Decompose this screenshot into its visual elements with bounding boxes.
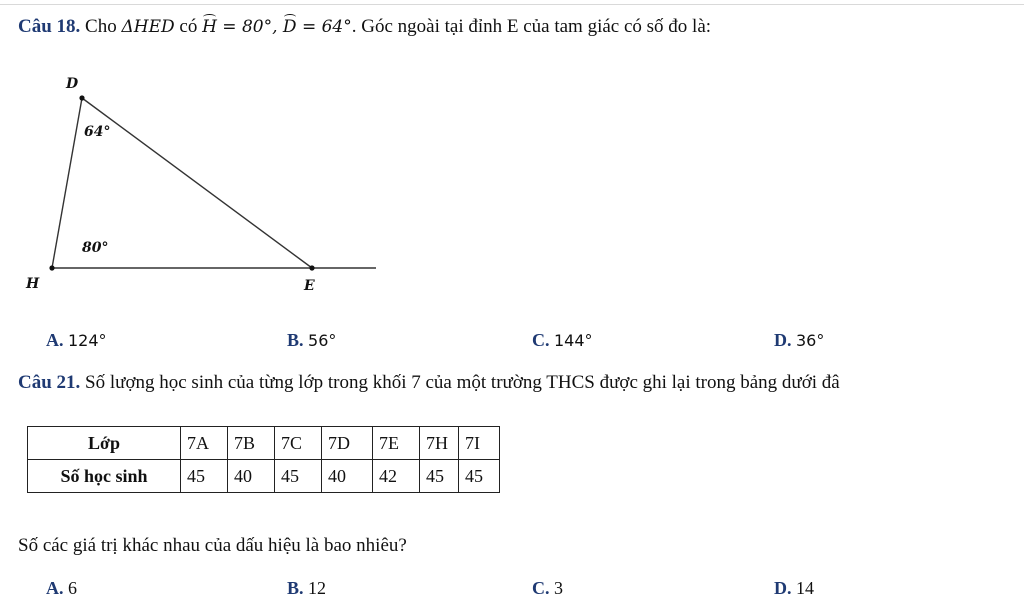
option-value: 124° [68, 331, 107, 350]
option-letter: B. [287, 330, 304, 350]
table-cell: 7E [373, 427, 420, 460]
option-value: 3 [554, 578, 563, 598]
table-cell: 7A [181, 427, 228, 460]
question-21-text: Số lượng học sinh của từng lớp trong khối 7 của một trường THCS được ghi lại trong bảng dưới đâ [80, 372, 840, 393]
triangle-figure [0, 0, 420, 310]
table-cell: 40 [322, 460, 373, 493]
q18-option-c[interactable] [532, 330, 593, 351]
label-d: D [66, 76, 79, 92]
side-dh [52, 98, 82, 268]
table-cell: 7B [228, 427, 275, 460]
q18-option-a[interactable] [46, 330, 107, 351]
option-letter: D. [774, 330, 792, 350]
table-cell: 7C [275, 427, 322, 460]
angle-h-value: = 80°, [216, 17, 283, 37]
q21-option-d[interactable] [774, 578, 814, 599]
q18-option-b[interactable] [287, 330, 336, 351]
option-letter: A. [46, 578, 64, 598]
option-letter: C. [532, 578, 550, 598]
option-value: 14 [796, 578, 814, 598]
angle-h-label: 80° [82, 240, 109, 256]
table-cell: 45 [459, 460, 500, 493]
table-header-class: Lớp [28, 427, 181, 460]
question-21-prompt: Số các giá trị khác nhau của dấu hiệu là bao nhiêu? [18, 535, 407, 556]
table-cell: 45 [181, 460, 228, 493]
question-18-text-b: có [174, 16, 203, 37]
q21-option-b[interactable] [287, 578, 326, 599]
angle-d-label: 64° [84, 124, 111, 140]
table-cell: 45 [420, 460, 459, 493]
angle-h-symbol: H [202, 17, 217, 37]
option-letter: D. [774, 578, 792, 598]
table-cell: 40 [228, 460, 275, 493]
option-letter: A. [46, 330, 64, 350]
angle-d-symbol: D [282, 17, 297, 37]
option-value: 12 [308, 578, 327, 598]
option-letter: C. [532, 330, 550, 350]
q21-option-a[interactable] [46, 578, 77, 599]
table-cell: 42 [373, 460, 420, 493]
point-e [309, 265, 314, 270]
label-h: H [26, 276, 40, 292]
option-value: 56° [308, 331, 337, 350]
question-18-number: Câu 18. [18, 16, 81, 37]
question-21-number: Câu 21. [18, 372, 81, 393]
question-18-text-c: . Góc ngoài tại đỉnh E của tam giác có số đo là: [351, 16, 712, 37]
table-row [28, 460, 500, 493]
point-h [49, 265, 54, 270]
option-value: 36° [796, 331, 825, 350]
label-e: E [304, 278, 315, 294]
question-21 [18, 372, 840, 394]
table-cell: 7I [459, 427, 500, 460]
angle-d-value: = 64° [296, 17, 352, 37]
option-value: 6 [68, 578, 77, 598]
triangle-name: ΔHED [121, 17, 175, 37]
q21-option-c[interactable] [532, 578, 563, 599]
question-18-text-a: Cho [85, 16, 122, 37]
point-d [79, 95, 84, 100]
table-row [28, 427, 500, 460]
option-letter: B. [287, 578, 304, 598]
frequency-table [27, 426, 500, 493]
table-cell: 45 [275, 460, 322, 493]
table-cell: 7H [420, 427, 459, 460]
option-value: 144° [554, 331, 593, 350]
table-header-count: Số học sinh [28, 460, 181, 493]
side-de [82, 98, 312, 268]
q18-option-d[interactable] [774, 330, 824, 351]
table-cell: 7D [322, 427, 373, 460]
